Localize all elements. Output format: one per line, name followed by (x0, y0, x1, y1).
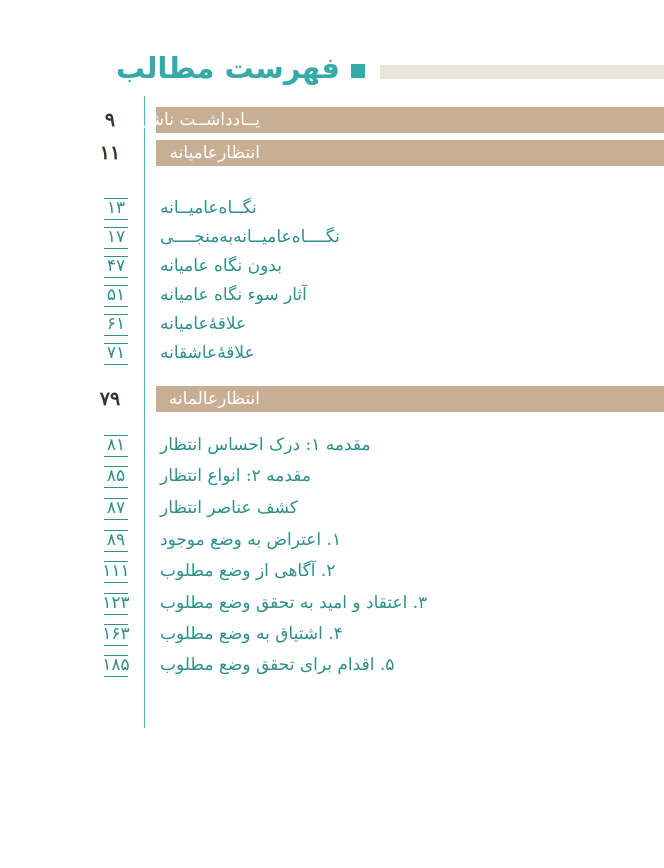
entry-page-number: ۴۷ (96, 253, 136, 279)
entry-title: ۲. آگاهی از وضع مطلوب (160, 561, 336, 581)
toc-entry[interactable] (0, 495, 664, 523)
entry-page-number: ۶۱ (96, 311, 136, 337)
toc-entry[interactable] (0, 558, 664, 586)
toc-entry[interactable] (0, 311, 664, 339)
entry-page-number: ۱۸۵ (96, 652, 136, 678)
entry-title: بدون نگاه عامیانه (160, 256, 282, 276)
toc-entry[interactable] (0, 527, 664, 555)
toc-entry[interactable] (0, 621, 664, 649)
entry-page-number: ۱۷ (96, 224, 136, 250)
entry-title: آثار سوء نگاه عامیانه (160, 285, 307, 305)
entry-page-number: ۵۱ (96, 282, 136, 308)
entry-title: مقدمه ۲: انواع انتظار (160, 466, 311, 486)
entry-page-number: ۸۱ (96, 432, 136, 458)
entry-page-number: ۱۳ (96, 195, 136, 221)
entry-title: ۵. اقدام برای تحقق وضع مطلوب (160, 655, 395, 675)
toc-entry[interactable] (0, 463, 664, 491)
entry-title: علاقهٔ‌عاشقانه (160, 343, 255, 363)
section-label: انتظارعامیانه (169, 143, 260, 163)
entry-page-number: ۷۱ (96, 340, 136, 366)
page-title: فهرست مطالب (115, 51, 340, 85)
entry-page-number: ۸۷ (96, 495, 136, 521)
toc-entry[interactable] (0, 432, 664, 460)
toc-entry[interactable] (0, 340, 664, 368)
section-label: یــادداشــت ناشر (140, 110, 260, 130)
entry-title: ۴. اشتیاق به وضع مطلوب (160, 624, 343, 644)
entry-page-number: ۸۵ (96, 463, 136, 489)
toc-entry[interactable] (0, 195, 664, 223)
entry-title: نگــاه‌عامیــانه (160, 198, 257, 218)
toc-entry[interactable] (0, 652, 664, 680)
entry-title: ۱. اعتراض به وضع موجود (160, 530, 342, 550)
title-square-marker (351, 64, 365, 78)
section-label: انتظارعالمانه (168, 389, 260, 409)
entry-page-number: ۱۶۳ (96, 621, 136, 647)
title-band (380, 65, 664, 79)
entry-page-number: ۱۱۱ (96, 558, 136, 584)
section-page-number: ۱۱ (99, 142, 121, 164)
section-bar-publisher-note[interactable] (140, 107, 664, 133)
section-page-number: ۹ (104, 109, 116, 131)
toc-entry[interactable] (0, 590, 664, 618)
entry-title: کشف عناصر انتظار (160, 498, 298, 518)
entry-title: مقدمه ۱: درک احساس انتظار (160, 435, 371, 455)
entry-page-number: ۱۲۳ (96, 590, 136, 616)
toc-entry[interactable] (0, 224, 664, 252)
entry-title: نگــــاه‌عامیــانه‌به‌منجــــی (160, 227, 340, 247)
entry-page-number: ۸۹ (96, 527, 136, 553)
section-bar-popular-expectation[interactable] (156, 140, 664, 166)
toc-entry[interactable] (0, 282, 664, 310)
section-page-number: ۷۹ (99, 388, 121, 410)
entry-title: علاقهٔ‌عامیانه (160, 314, 247, 334)
section-bar-scholarly-expectation[interactable] (156, 386, 664, 412)
entry-title: ۳. اعتقاد و امید به تحقق وضع مطلوب (160, 593, 428, 613)
toc-entry[interactable] (0, 253, 664, 281)
